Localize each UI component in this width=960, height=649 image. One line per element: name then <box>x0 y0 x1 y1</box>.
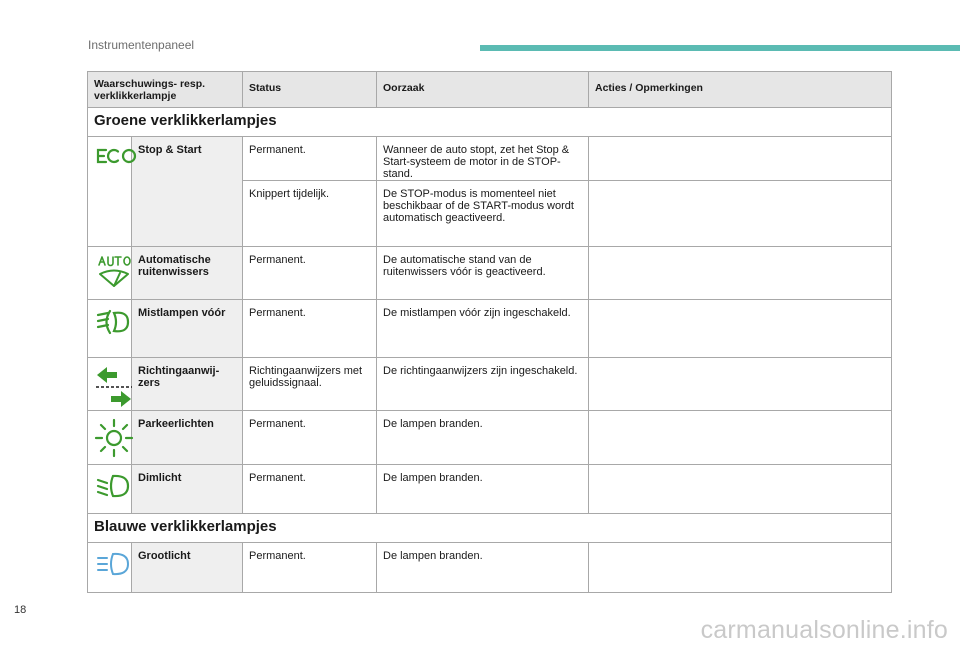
lamp-status: Richtingaanwijzers met geluidssignaal. <box>243 358 377 411</box>
lamp-icon-cell <box>88 465 132 514</box>
page-number: 18 <box>14 604 27 616</box>
table-row <box>88 300 892 358</box>
group-row-blue <box>88 514 892 543</box>
lamp-icon-cell <box>88 411 132 465</box>
lamp-icon-cell <box>88 543 132 593</box>
lamp-status: Permanent. <box>243 137 377 181</box>
lamp-status: Permanent. <box>243 247 377 300</box>
auto-wiper-icon <box>94 254 134 290</box>
lamp-cause: De lampen branden. <box>377 543 589 593</box>
column-header-cause: Oorzaak <box>377 72 589 108</box>
lamp-name: Stop & Start <box>132 137 243 247</box>
lamp-status: Permanent. <box>243 465 377 514</box>
lamp-cause: De automatische stand van de ruitenwissers vóór is geactiveerd. <box>377 247 589 300</box>
lamp-cause: De lampen branden. <box>377 465 589 514</box>
column-header-actions: Acties / Opmerkingen <box>589 72 892 108</box>
lamp-status: Permanent. <box>243 300 377 358</box>
group-row-green <box>88 108 892 137</box>
lamp-action <box>589 137 892 181</box>
lamp-icon-cell <box>88 358 132 411</box>
lamp-icon-cell <box>88 300 132 358</box>
watermark: carmanualsonline.info <box>700 616 948 644</box>
lamp-cause: De STOP-modus is momenteel niet beschikbaar of de START-modus wordt automatisch geactiveerd. <box>377 181 589 247</box>
table-row <box>88 137 892 181</box>
lamp-status: Permanent. <box>243 543 377 593</box>
section-title: Instrumentenpaneel <box>88 38 195 52</box>
table-row <box>88 247 892 300</box>
lamp-action <box>589 247 892 300</box>
lamp-status: Knippert tijdelijk. <box>243 181 377 247</box>
lamp-name: Automatische ruitenwissers <box>132 247 243 300</box>
table-row <box>88 465 892 514</box>
group-title-green: Groene verklikkerlampjes <box>88 108 892 137</box>
table-row <box>88 358 892 411</box>
warning-lamps-table <box>87 71 892 593</box>
lamp-action <box>589 300 892 358</box>
lamp-name: Mistlampen vóór <box>132 300 243 358</box>
lamp-icon-cell <box>88 137 132 247</box>
lamp-cause: De lampen branden. <box>377 411 589 465</box>
lamp-cause: Wanneer de auto stopt, zet het Stop & Start-systeem de motor in de STOP-stand. <box>377 137 589 181</box>
table-row <box>88 543 892 593</box>
dipped-beam-icon <box>94 472 134 500</box>
lamp-action <box>589 465 892 514</box>
column-header-lamp: Waarschuwings- resp. verklikkerlampje <box>88 72 243 108</box>
group-title-blue: Blauwe verklikkerlampjes <box>88 514 892 543</box>
lamp-cause: De richtingaanwijzers zijn ingeschakeld. <box>377 358 589 411</box>
lamp-icon-cell <box>88 247 132 300</box>
parking-lights-icon <box>94 418 134 458</box>
lamp-action <box>589 358 892 411</box>
lamp-action <box>589 411 892 465</box>
lamp-cause: De mistlampen vóór zijn ingeschakeld. <box>377 300 589 358</box>
lamp-action <box>589 543 892 593</box>
lamp-name: Parkeerlichten <box>132 411 243 465</box>
table-header-row <box>88 72 892 108</box>
lamp-name: Dimlicht <box>132 465 243 514</box>
column-header-status: Status <box>243 72 377 108</box>
turn-signal-icon <box>94 365 134 409</box>
section-accent-bar <box>480 45 960 51</box>
lamp-status: Permanent. <box>243 411 377 465</box>
lamp-action <box>589 181 892 247</box>
front-fog-lamp-icon <box>94 307 134 337</box>
main-beam-icon <box>94 550 134 578</box>
table-row <box>88 411 892 465</box>
lamp-name: Grootlicht <box>132 543 243 593</box>
lamp-name: Richtingaanwij- zers <box>132 358 243 411</box>
